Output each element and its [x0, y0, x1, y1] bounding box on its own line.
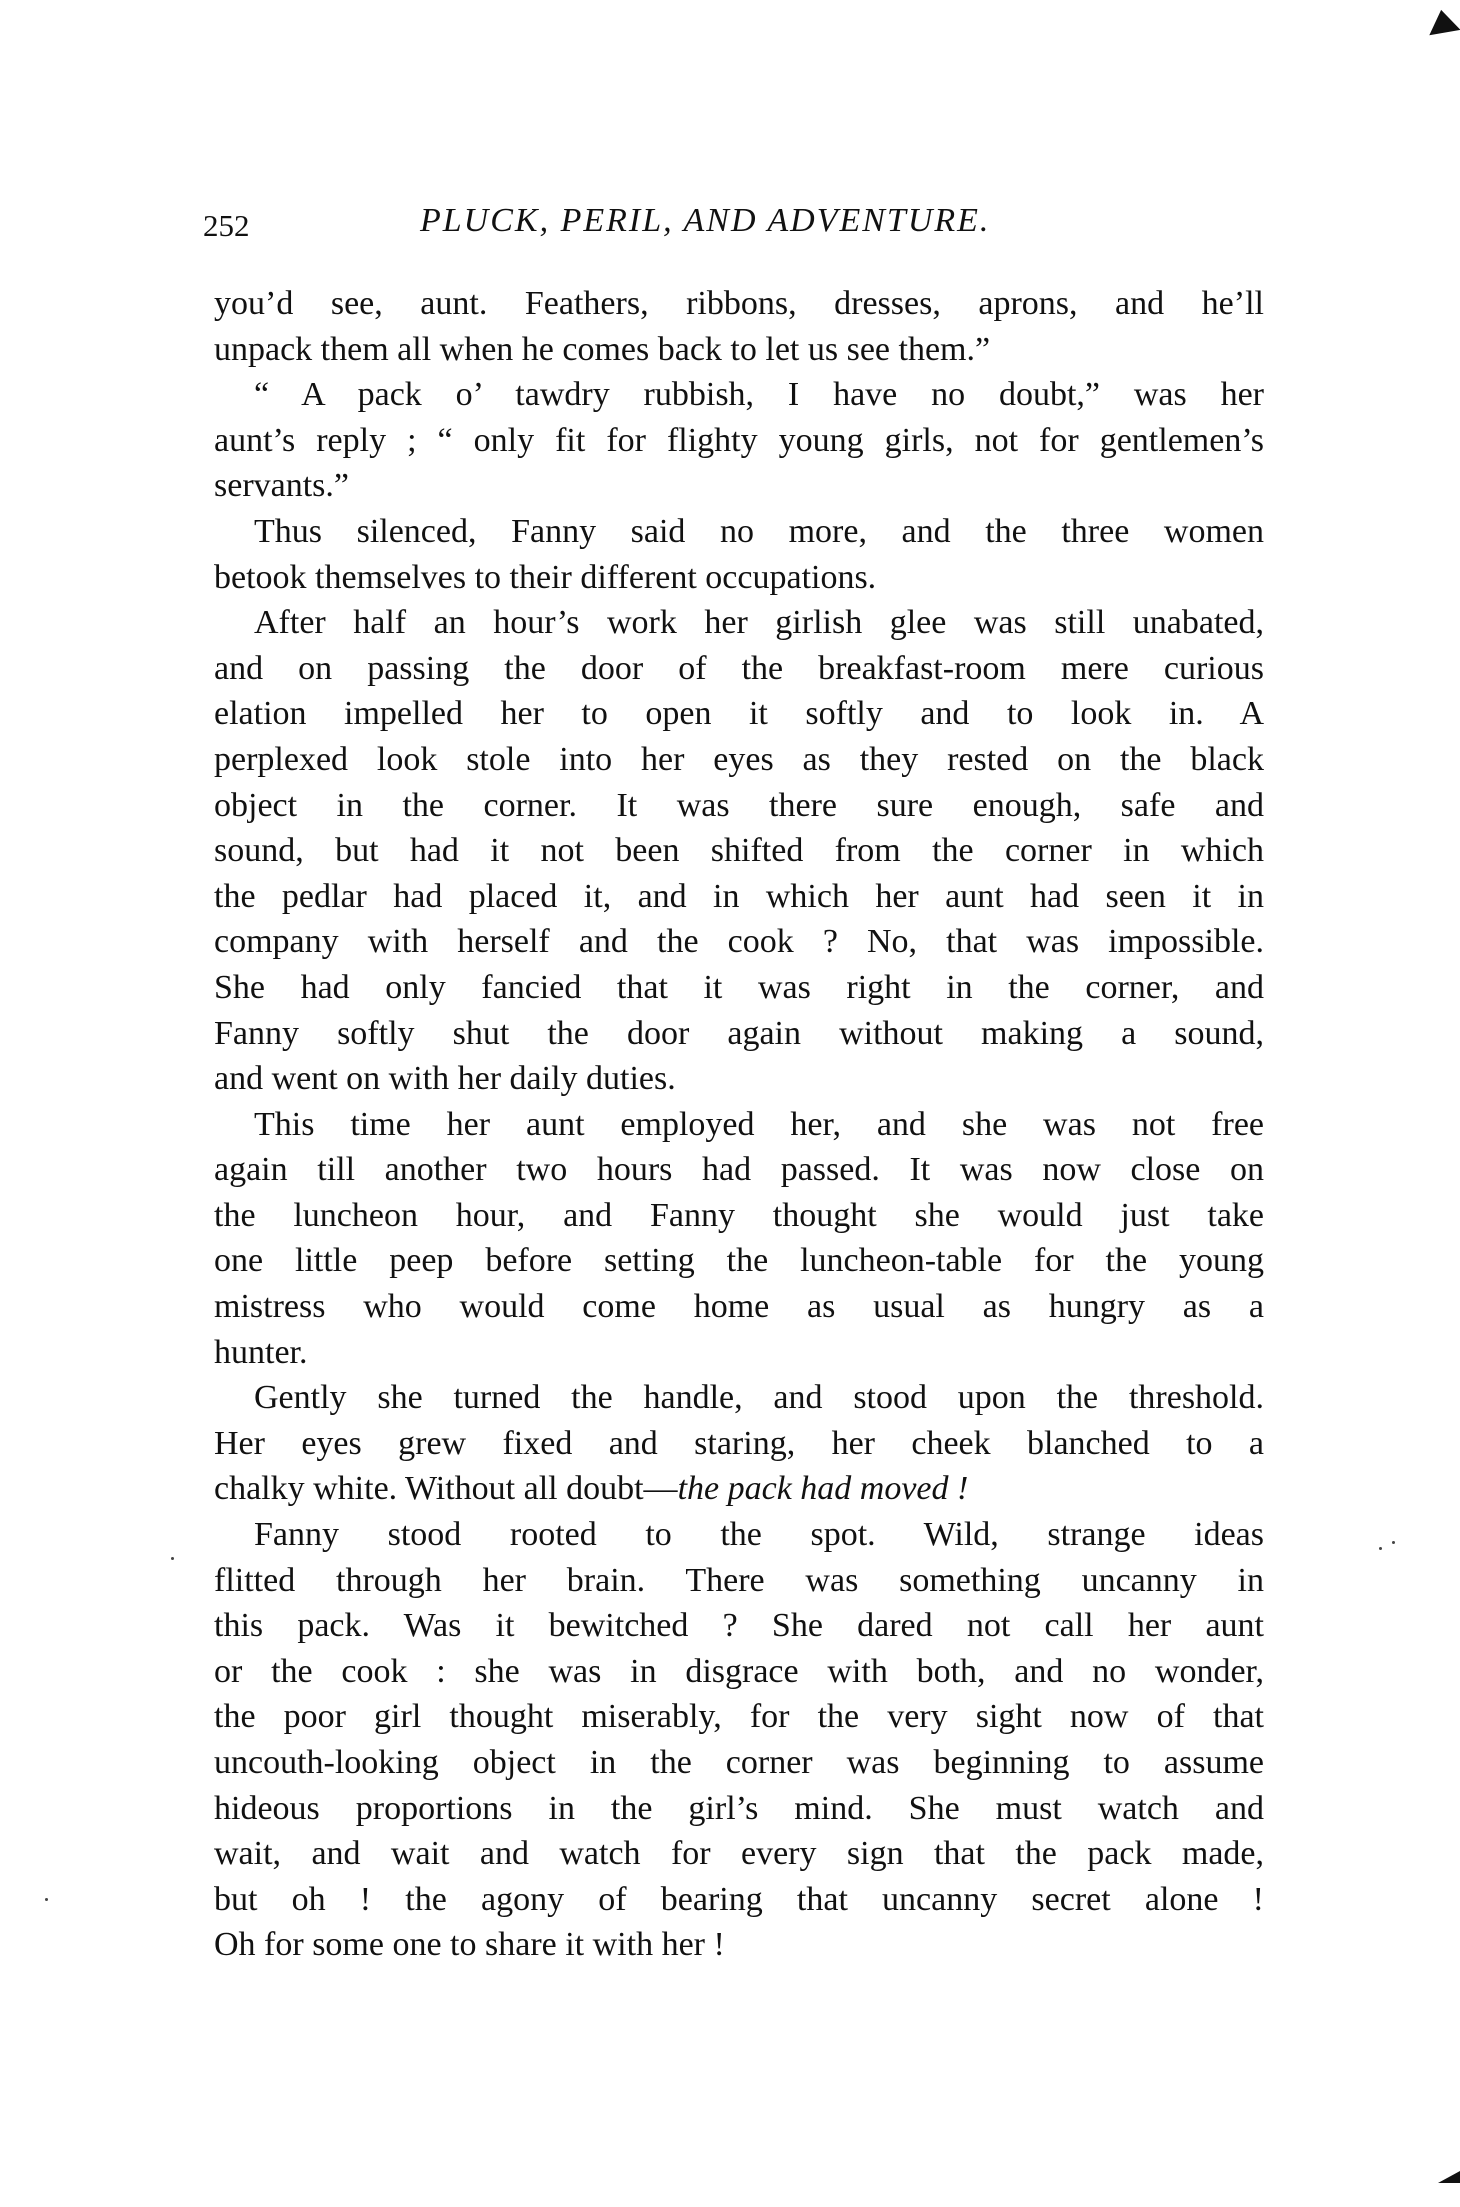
text-line	[214, 1603, 1264, 1649]
text-line-content: Her eyes grew fixed and staring, her cheek blanched to a	[214, 1424, 1264, 1462]
text-line-content: After half an hour’s work her girlish glee was still unabated,	[254, 604, 1264, 642]
text-line-content: flitted through her brain. There was something uncanny in	[214, 1561, 1264, 1599]
text-line	[214, 691, 1264, 737]
body-text	[214, 281, 1264, 1968]
text-line	[214, 646, 1264, 692]
text-line-content: Gently she turned the handle, and stood upon the threshold.	[254, 1379, 1264, 1417]
text-line	[214, 1284, 1264, 1330]
scan-speck	[171, 1557, 174, 1560]
text-line	[214, 1375, 1264, 1421]
text-line	[214, 1330, 1264, 1376]
text-line-content: this pack. Was it bewitched ? She dared not call her aunt	[214, 1607, 1264, 1645]
text-line-content: chalky white. Without all doubt—	[214, 1470, 678, 1508]
text-line-content: Oh for some one to share it with her !	[214, 1926, 725, 1964]
text-line-content: betook themselves to their different occupations.	[214, 558, 877, 596]
text-line-content: the pedlar had placed it, and in which her aunt had seen it in	[214, 877, 1264, 915]
text-line	[214, 555, 1264, 601]
text-line	[214, 1421, 1264, 1467]
scan-speck	[1379, 1547, 1382, 1550]
text-line	[214, 509, 1264, 555]
text-line	[214, 1102, 1264, 1148]
text-line-content: wait, and wait and watch for every sign that the pack made,	[214, 1835, 1264, 1873]
text-line	[214, 874, 1264, 920]
text-line-content: Fanny stood rooted to the spot. Wild, strange ideas	[254, 1516, 1264, 1554]
text-line-content: servants.”	[214, 467, 350, 505]
text-line	[214, 372, 1264, 418]
text-line	[214, 1877, 1264, 1923]
text-line	[214, 600, 1264, 646]
text-line-content: and went on with her daily duties.	[214, 1060, 676, 1098]
text-line-content: but oh ! the agony of bearing that uncanny secret alone !	[214, 1880, 1264, 1918]
text-line	[214, 463, 1264, 509]
italic-emphasis: the pack had moved !	[677, 1470, 969, 1508]
text-line-content: This time her aunt employed her, and she was not free	[254, 1105, 1264, 1143]
text-line	[214, 1694, 1264, 1740]
text-line	[214, 418, 1264, 464]
text-line	[214, 1558, 1264, 1604]
text-line-content: object in the corner. It was there sure enough, safe and	[214, 786, 1264, 824]
text-line	[214, 1011, 1264, 1057]
text-line-content: Thus silenced, Fanny said no more, and the three women	[254, 512, 1264, 550]
text-line-content: the poor girl thought miserably, for the very sight now of that	[214, 1698, 1264, 1736]
scan-corner-mark	[1429, 10, 1460, 46]
text-line	[214, 1056, 1264, 1102]
text-line-content: sound, but had it not been shifted from the corner in which	[214, 832, 1264, 870]
scan-speck	[45, 1898, 48, 1901]
text-line-content: unpack them all when he comes back to let us see them.”	[214, 330, 991, 368]
text-line	[214, 965, 1264, 1011]
text-line	[214, 1740, 1264, 1786]
text-line	[214, 281, 1264, 327]
text-line-content: Fanny softly shut the door again without making a sound,	[214, 1014, 1264, 1052]
text-line	[214, 828, 1264, 874]
text-line	[214, 327, 1264, 373]
text-line-content: or the cook : she was in disgrace with both, and no wonder,	[214, 1652, 1264, 1690]
scan-speck	[1392, 1541, 1395, 1544]
text-line-content: and on passing the door of the breakfast-room mere curious	[214, 649, 1264, 687]
text-line	[214, 1193, 1264, 1239]
page-number: 252	[203, 208, 250, 243]
text-line-content: again till another two hours had passed. It was now close on	[214, 1151, 1264, 1189]
text-line-content: the luncheon hour, and Fanny thought she would just take	[214, 1196, 1264, 1234]
text-line-content: mistress who would come home as usual as hungry as a	[214, 1288, 1264, 1326]
text-line	[214, 919, 1264, 965]
text-line-content: perplexed look stole into her eyes as they rested on the black	[214, 740, 1264, 778]
text-line	[214, 737, 1264, 783]
text-line	[214, 1512, 1264, 1558]
text-line	[214, 1238, 1264, 1284]
text-line	[214, 1466, 1264, 1512]
text-line-content: “ A pack o’ tawdry rubbish, I have no doubt,” was her	[254, 376, 1264, 414]
text-line	[214, 1786, 1264, 1832]
text-line-content: uncouth-looking object in the corner was beginning to assume	[214, 1744, 1264, 1781]
text-line-content: elation impelled her to open it softly and to look in. A	[214, 695, 1264, 733]
text-line-content: you’d see, aunt. Feathers, ribbons, dresses, aprons, and he’ll	[214, 285, 1264, 322]
text-line-content: She had only fancied that it was right in the corner, and	[214, 968, 1264, 1006]
text-line-content: aunt’s reply ; “ only fit for flighty young girls, not for gentlemen’s	[214, 421, 1264, 459]
scan-corner-mark	[1438, 2171, 1460, 2183]
text-line	[214, 1922, 1264, 1968]
text-line-content: one little peep before setting the luncheon-table for the young	[214, 1242, 1264, 1280]
running-title: PLUCK, PERIL, AND ADVENTURE.	[420, 202, 991, 239]
text-line	[214, 1831, 1264, 1877]
text-line-content: company with herself and the cook ? No, that was impossible.	[214, 923, 1264, 961]
text-line-content: hideous proportions in the girl’s mind. She must watch and	[214, 1789, 1264, 1827]
text-line	[214, 1649, 1264, 1695]
text-line	[214, 1147, 1264, 1193]
text-line	[214, 783, 1264, 829]
text-line-content: hunter.	[214, 1333, 308, 1371]
